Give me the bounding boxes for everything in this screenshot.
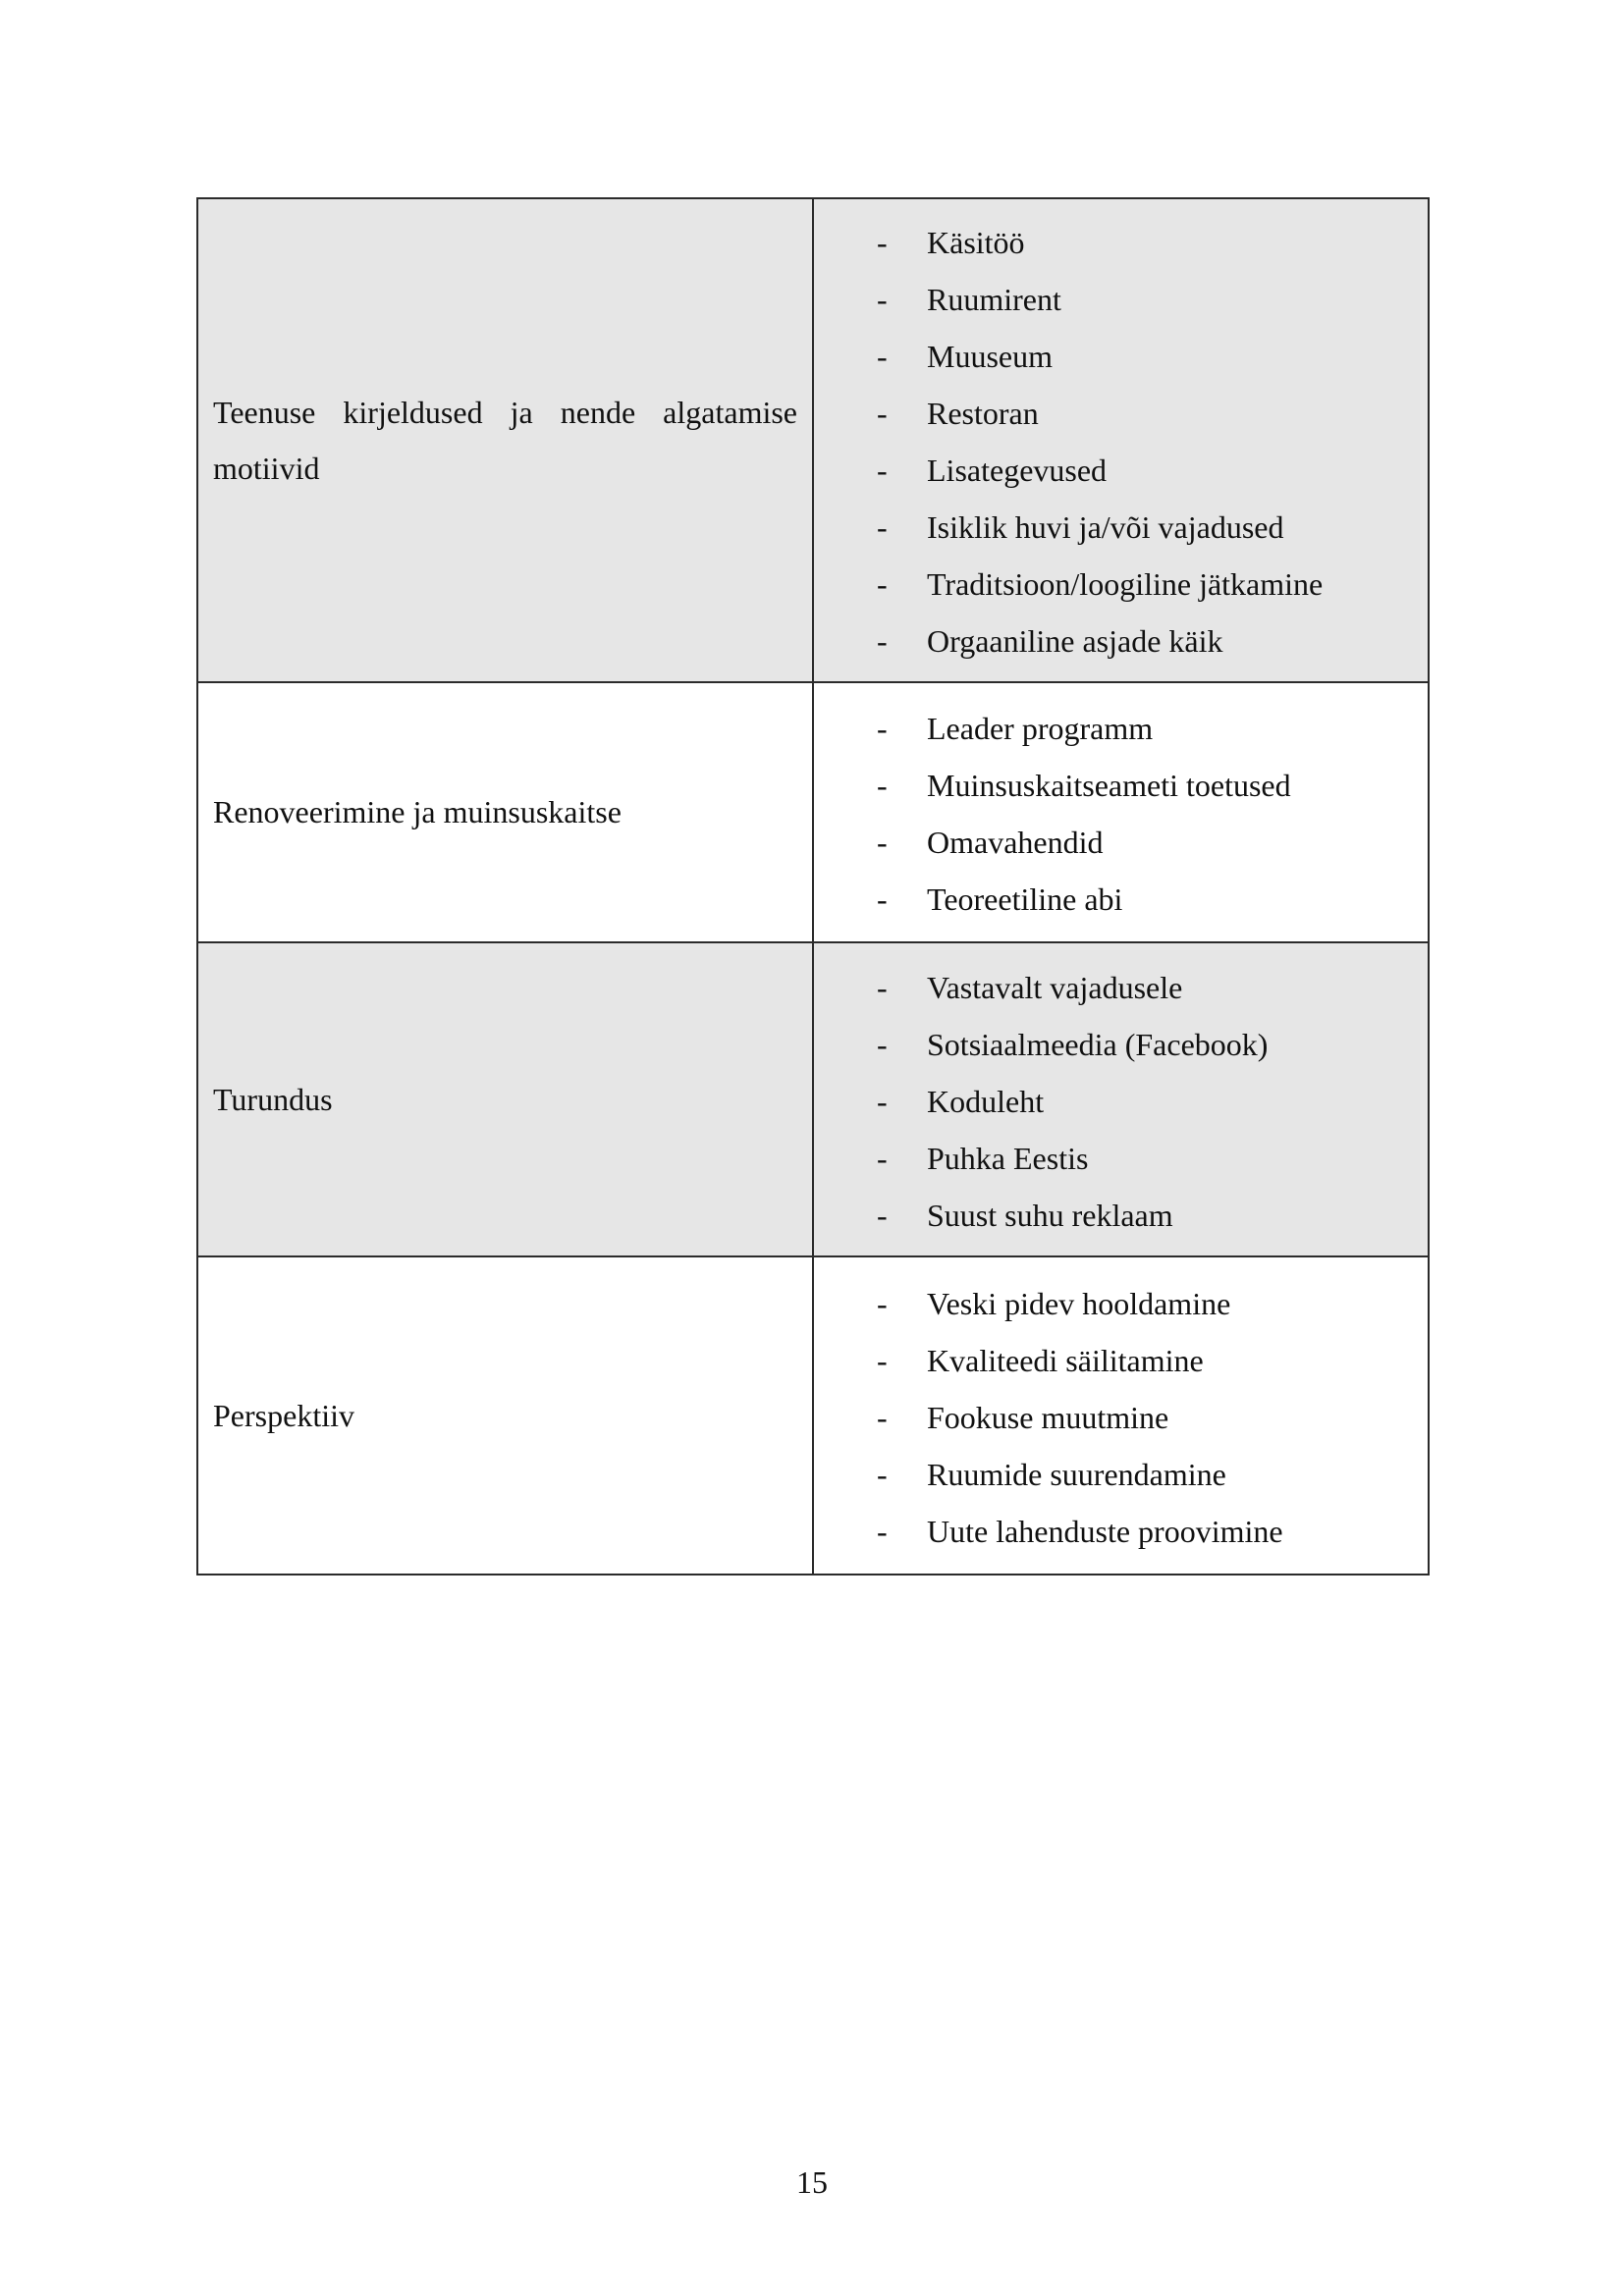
table-row-marketing	[197, 942, 1429, 1256]
list-item	[814, 271, 1428, 328]
dash-bullet: -	[877, 1197, 888, 1233]
page-number: 15	[796, 2164, 828, 2200]
dash-bullet: -	[877, 225, 888, 260]
dash-bullet: -	[877, 1342, 888, 1378]
dash-bullet: -	[877, 825, 888, 860]
dash-bullet: -	[877, 566, 888, 602]
table-row-renovation	[197, 682, 1429, 942]
list-item	[814, 959, 1428, 1016]
dash-bullet: -	[877, 396, 888, 431]
row-label-cell	[197, 682, 813, 942]
list-item	[814, 1130, 1428, 1187]
list-item-text: Omavahendid	[927, 825, 1104, 860]
dash-bullet: -	[877, 509, 888, 545]
dash-bullet: -	[877, 339, 888, 374]
list-item-text: Teoreetiline abi	[927, 881, 1123, 917]
list-item	[814, 1073, 1428, 1130]
list-item	[814, 1332, 1428, 1389]
dash-bullet: -	[877, 1285, 888, 1321]
list-item	[814, 328, 1428, 385]
list-item-text: Suust suhu reklaam	[927, 1197, 1173, 1233]
list-item	[814, 700, 1428, 757]
dash-bullet: -	[877, 453, 888, 488]
table-row-perspective	[197, 1256, 1429, 1575]
list-item-text: Lisategevused	[927, 453, 1108, 488]
table-row-services	[197, 198, 1429, 682]
list-item-text: Sotsiaalmeedia (Facebook)	[927, 1026, 1269, 1062]
row-label-cell	[197, 198, 813, 682]
row-label: Renoveerimine ja muinsuskaitse	[213, 794, 622, 829]
summary-table	[196, 197, 1430, 1575]
list-item	[814, 1446, 1428, 1503]
list-item	[814, 613, 1428, 669]
bullet-list	[814, 1260, 1428, 1572]
row-label-cell	[197, 942, 813, 1256]
list-item-text: Orgaaniline asjade käik	[927, 623, 1223, 659]
list-item-text: Muuseum	[927, 339, 1053, 374]
dash-bullet: -	[877, 1083, 888, 1119]
list-item-text: Kvaliteedi säilitamine	[927, 1342, 1204, 1378]
list-item-text: Koduleht	[927, 1083, 1045, 1119]
list-item	[814, 385, 1428, 442]
dash-bullet: -	[877, 1399, 888, 1435]
dash-bullet: -	[877, 1513, 888, 1549]
list-item	[814, 499, 1428, 556]
dash-bullet: -	[877, 623, 888, 659]
list-item-text: Isiklik huvi ja/või vajadused	[927, 509, 1284, 545]
list-item-text: Uute lahenduste proovimine	[927, 1513, 1283, 1549]
list-item-text: Muinsuskaitseameti toetused	[927, 768, 1291, 803]
list-item	[814, 871, 1428, 928]
list-item-text: Ruumide suurendamine	[927, 1456, 1226, 1492]
list-item-text: Veski pidev hooldamine	[927, 1285, 1231, 1321]
list-item	[814, 1275, 1428, 1332]
list-item	[814, 757, 1428, 814]
row-items-cell	[813, 682, 1429, 942]
list-item-text: Vastavalt vajadusele	[927, 969, 1183, 1005]
bullet-list	[814, 685, 1428, 939]
list-item	[814, 556, 1428, 613]
dash-bullet: -	[877, 282, 888, 317]
dash-bullet: -	[877, 1456, 888, 1492]
bullet-list	[814, 944, 1428, 1255]
list-item-text: Restoran	[927, 396, 1039, 431]
row-items-cell	[813, 1256, 1429, 1575]
list-item-text: Traditsioon/loogiline jätkamine	[927, 566, 1324, 602]
list-item	[814, 1016, 1428, 1073]
dash-bullet: -	[877, 1140, 888, 1176]
list-item-text: Ruumirent	[927, 282, 1061, 317]
bullet-list	[814, 199, 1428, 681]
list-item	[814, 1389, 1428, 1446]
list-item-text: Käsitöö	[927, 225, 1025, 260]
list-item-text: Leader programm	[927, 711, 1154, 746]
row-label: Teenuse kirjeldused ja nende algatamise motiivid	[213, 394, 797, 486]
list-item-text: Fookuse muutmine	[927, 1399, 1169, 1435]
row-items-cell	[813, 198, 1429, 682]
dash-bullet: -	[877, 711, 888, 746]
list-item	[814, 442, 1428, 499]
list-item	[814, 814, 1428, 871]
dash-bullet: -	[877, 881, 888, 917]
row-label: Perspektiiv	[213, 1397, 354, 1433]
list-item	[814, 1187, 1428, 1244]
list-item	[814, 1503, 1428, 1560]
row-label: Turundus	[213, 1081, 333, 1117]
dash-bullet: -	[877, 768, 888, 803]
row-label-cell	[197, 1256, 813, 1575]
list-item	[814, 214, 1428, 271]
dash-bullet: -	[877, 1026, 888, 1062]
dash-bullet: -	[877, 969, 888, 1005]
row-items-cell	[813, 942, 1429, 1256]
list-item-text: Puhka Eestis	[927, 1140, 1089, 1176]
